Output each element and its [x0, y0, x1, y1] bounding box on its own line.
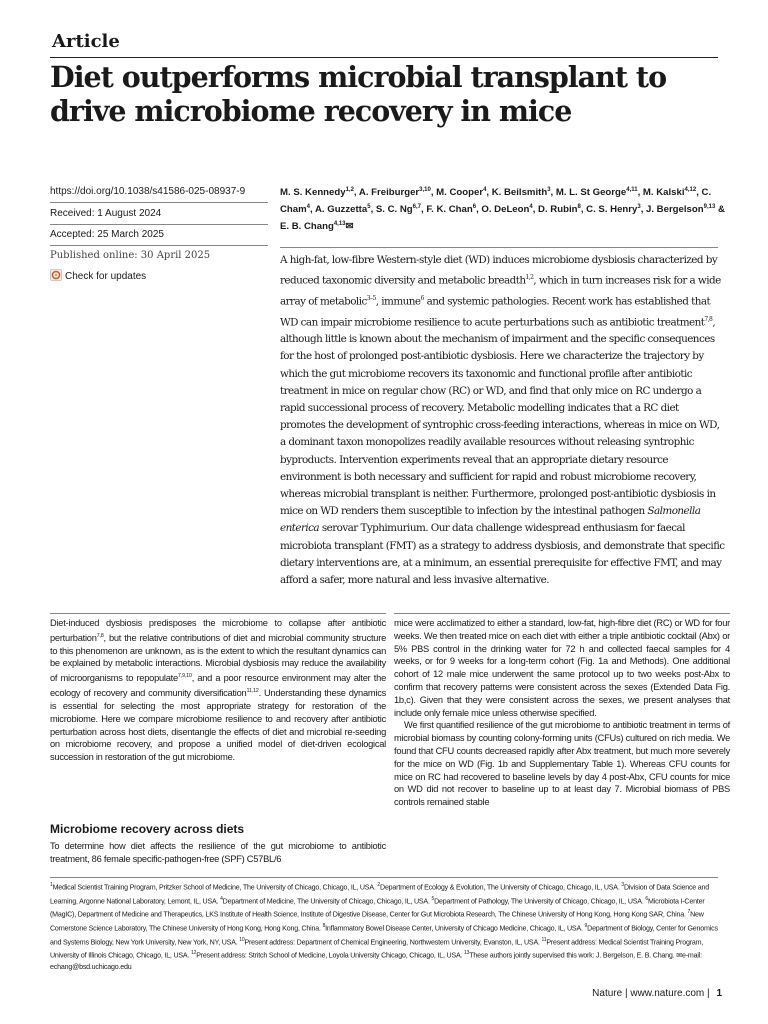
section-heading: Microbiome recovery across diets	[50, 822, 245, 836]
body-paragraph: mice were acclimatized to either a standard, low-fat, high-fibre diet (RC) or WD for four weeks. We then treated mice on each diet with either a triple antibiotic cocktail (Abx) or 5% PBS control in the drinking water for 72 h and collected faecal samples for 4 weeks, or for 9 weeks for a long-term cohort (Fig. 1a and Methods). One additional cohort of 12 male mice underwent the same protocol up to two weeks post-Abx to confirm that recovery patterns were consistent across the sexes (Extended Data Fig. 1b,c). Given that they were consistent across the sexes, we present analyses that include only female mice unless otherwise specified.	[394, 618, 730, 718]
published-date: Published online: 30 April 2025	[50, 250, 211, 261]
journal-url[interactable]: www.nature.com	[630, 988, 705, 999]
received-date: Received: 1 August 2024	[50, 208, 162, 219]
journal-name: Nature	[592, 988, 623, 999]
footnote-rule	[50, 877, 718, 878]
accepted-date: Accepted: 25 March 2025	[50, 229, 164, 240]
check-updates-icon	[50, 269, 62, 281]
body-paragraph: We first quantified resilience of the gut microbiome to antibiotic treatment in terms of microbial biomass by counting colony-forming units (CFUs) cultured on rich media. We found that CFU counts decreased rapidly after Abx treatment, but much more severely for the mice on WD (Fig. 1b and Supplementary Table 1). Whereas CFU counts for mice on RC had recovered to baseline levels by day 4 post-Abx, CFU counts for mice on WD did not recover to baseline up to at least day 7. Microbial biomass of PBS controls remained stable	[394, 720, 730, 808]
section-paragraph-start: To determine how diet affects the resilience of the gut microbiome to antibiotic treatment, 86 female specific-pathogen-free (SPF) C57BL/6	[50, 841, 386, 864]
affiliations-footnotes: $^1$Medical Scientist Training Program, Pritzker School of Medicine, The University of Chicago, Chicago, IL, USA. $^2$Department of Ecology & Evolution, The University of Chicago, Chicago, IL, USA. $^3$Division of Data Science and Learning, Argonne National Laboratory, Lemont, IL, USA. $^4$Department of Medicine, The University of Chicago, Chicago, IL, USA. $^5$Department of Pathology, The University of Chicago, Chicago, IL, USA. $^6$Microbiota I-Center (MagIC), Department of Medicine and Therapeutics, LKS Institute of Health Science, Institute of Digestive Disease, Center for Gut Microbiota Research, The Chinese University of Hong Kong, Hong Kong SAR, China. $^7$New Cornerstone Science Laboratory, The Chinese University of Hong Kong, Hong Kong, China. $^8$Inflammatory Bowel Disease Center, University of Chicago Medicine, Chicago, IL, USA. $^9$Department of Biology, Center for Genomics and Systems Biology, New York University, New York, NY, USA. $^{10}$Present address: Department of Chemical Engineering, Northwestern University, Evanston, IL, USA. $^{11}$Present address: Medical Scientist Training Program, University of Illinois Chicago, Chicago, IL, USA. $^{12}$Present address: Stritch School of Medicine, Loyola University Chicago, Chicago, IL, USA. $^{13}$These authors jointly supervised this work: J. Bergelson, E. B. Chang. ✉e-mail: echang@bsd.uchicago.edu	[50, 882, 718, 971]
intro-paragraph: Diet-induced dysbiosis predisposes the microbiome to collapse after antibiotic perturbation$^{7,8}$, but the relative contributions of diet and microbial community structure to this phenomenon are unknown, as is the extent to which the resultant dynamics can be explained by metabolic interactions. Microbial dysbiosis may reduce the availability of microorganisms to repopulate$^{7,9,10}$, and a poor resource environment may alter the ecology of recovery and community diversification$^{11,12}$. Understanding these dynamics is essential for selecting the most appropriate strategy for restoration of the microbiome. Here we compare microbiome resilience to and recovery after antibiotic perturbation across host diets, disentangle the effects of diet and microbial re-seeding on microbiome recovery, and propose a unified model of diet-driven ecological succession in restoration of the gut microbiome.	[50, 618, 387, 763]
column-rule-right	[394, 613, 730, 614]
page-footer	[592, 988, 722, 999]
article-type-label: Article	[52, 31, 120, 52]
doi-link[interactable]: https://doi.org/10.1038/s41586-025-08937-9	[50, 186, 246, 197]
meta-divider	[50, 224, 268, 225]
abstract: A high-fat, low-fibre Western-style diet (WD) induces microbiome dysbiosis characterized by reduced taxonomic diversity and metabolic breadth$^{1,2}$, which in turn increases risk for a wide array of metabolic$^{3-5}$, immune$^6$ and systemic pathologies. Recent work has established that WD can impair microbiome resilience to acute perturbations such as antibiotic treatment$^{7,8}$, although little is known about the mechanism of impairment and the specific consequences for the host of prolonged post-antibiotic dysbiosis. Here we characterize the trajectory by which the gut microbiome recovers its taxonomic and functional profile after antibiotic treatment in mice on regular chow (RC) or WD, and find that only mice on RC undergo a rapid successional process of recovery. Metabolic modelling indicates that a RC diet promotes the development of syntrophic cross-feeding interactions, whereas in mice on WD, a dominant taxon monopolizes readily available resources without releasing syntrophic byproducts. Intervention experiments reveal that an appropriate dietary resource environment is both necessary and sufficient for rapid and robust microbiome recovery, whereas microbial transplant is neither. Furthermore, prolonged post-antibiotic dysbiosis in mice on WD renders them susceptible to infection by the intestinal pathogen Salmonella enterica serovar Typhimurium. Our data challenge widespread enthusiasm for faecal microbiota transplant (FMT) as a strategy to address dysbiosis, and demonstrate that specific dietary interventions are, at a minimum, an essential prerequisite for effective FMT, and may afford a safer, more natural and less invasive alternative.	[280, 254, 725, 587]
page-number: 1	[716, 988, 722, 999]
article-title: Diet outperforms microbial transplant to drive microbiome recovery in mice	[50, 60, 667, 128]
author-list: M. S. Kennedy$^{1,2}$, A. Freiburger$^{3,10}$, M. Cooper$^4$, K. Beilsmith$^3$, M. L. St George$^{4,11}$, M. Kalski$^{4,12}$, C. Cham$^4$, A. Guzzetta$^5$, S. C. Ng$^{6,7}$, F. K. Chan$^6$, O. DeLeon$^4$, D. Rubin$^8$, C. S. Henry$^3$, J. Bergelson$^{9,13}$ & E. B. Chang$^{4,13}$✉	[280, 187, 725, 233]
meta-divider	[50, 245, 268, 246]
check-for-updates-button[interactable]	[50, 269, 268, 282]
abstract-rule	[280, 247, 718, 248]
footer-separator: |	[624, 988, 628, 999]
check-updates-label: Check for updates	[65, 271, 147, 282]
header-rule	[50, 57, 718, 58]
meta-divider	[50, 202, 268, 203]
column-rule-left	[50, 613, 386, 614]
footer-separator: |	[707, 988, 710, 999]
right-column	[394, 617, 730, 809]
